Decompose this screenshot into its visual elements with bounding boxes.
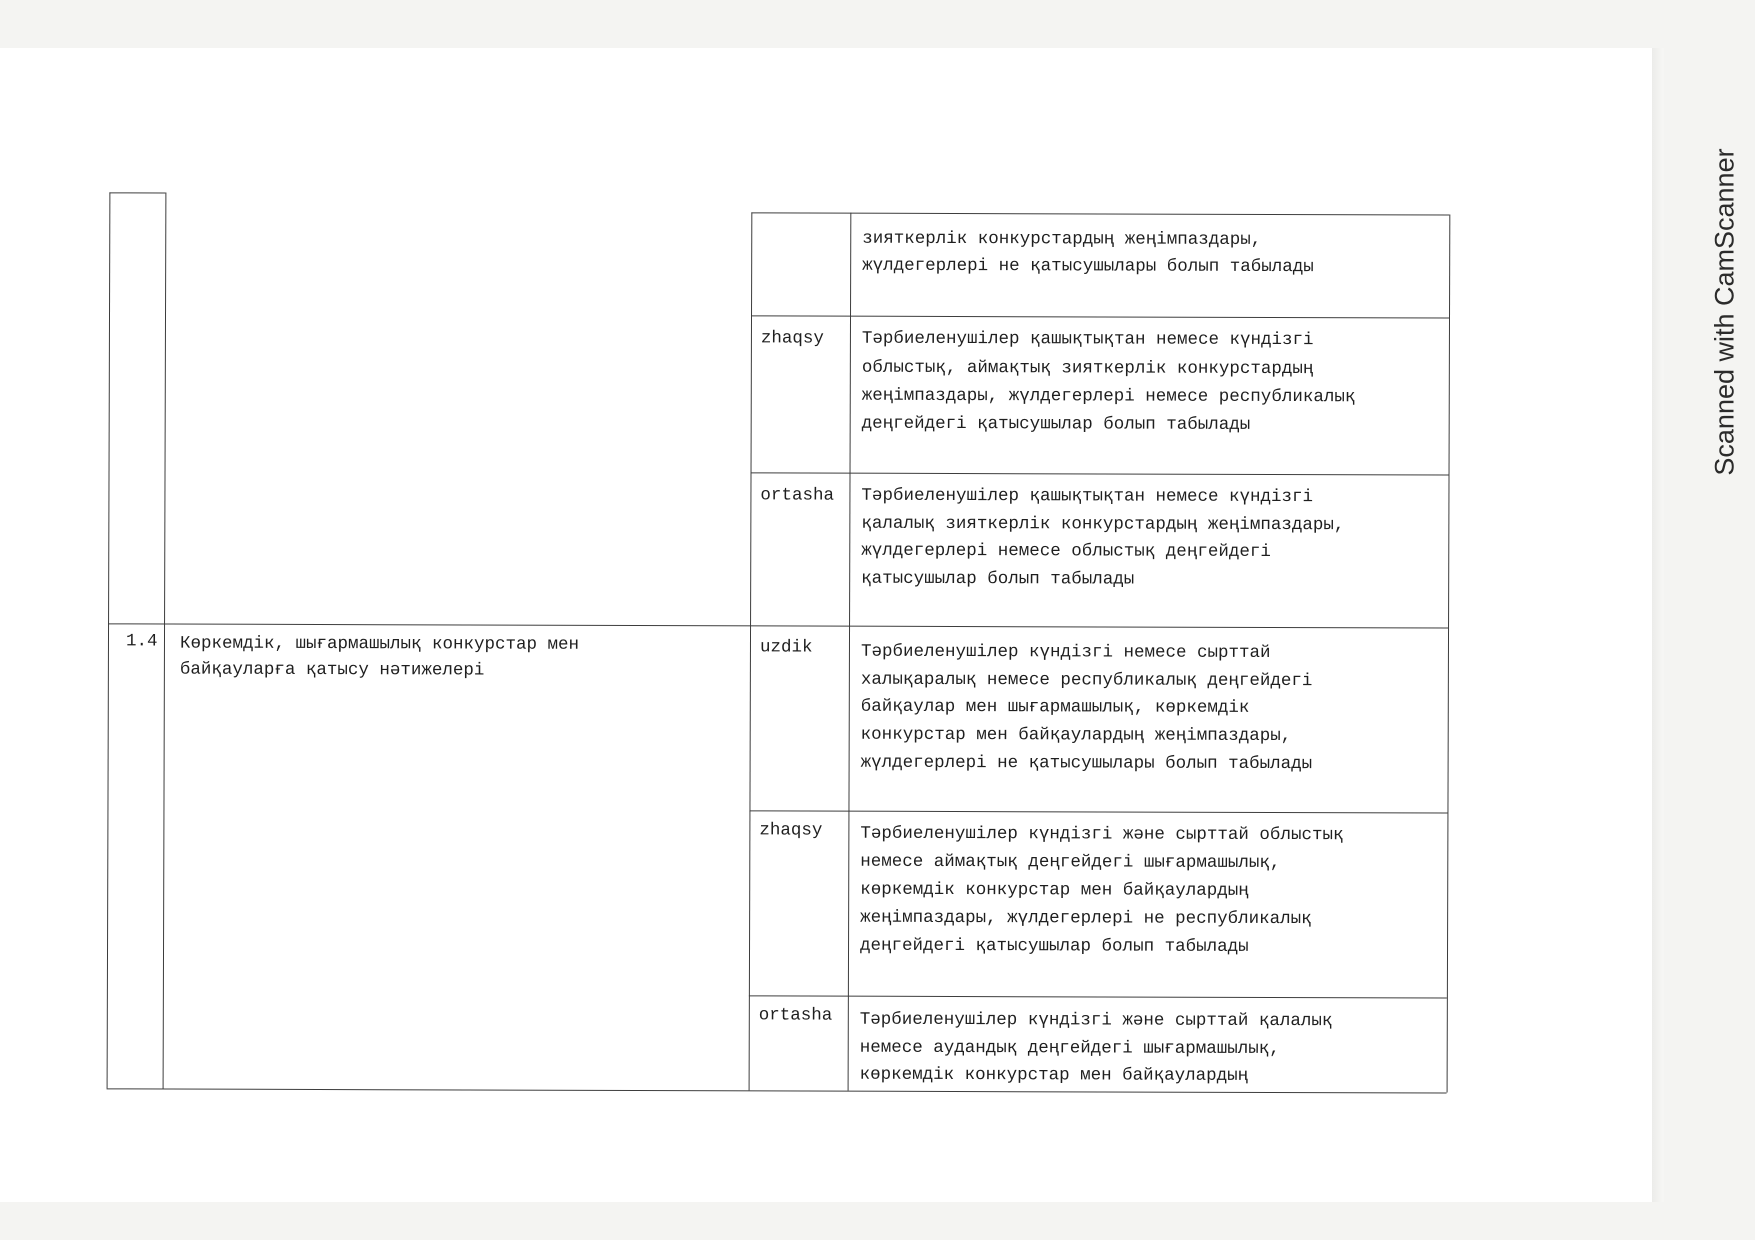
level-label: zhaqsy	[759, 820, 823, 841]
description-line: деңгейдегі қатысушылар болып табылады	[860, 935, 1249, 957]
row-divider-3	[108, 623, 1448, 629]
column-divider-number	[163, 193, 167, 1089]
description-line: деңгейдегі қатысушылар болып табылады	[861, 413, 1251, 435]
description-line: немесе аймақтық деңгейдегі шығармашылық,	[860, 851, 1281, 874]
description-line: облыстық, аймақтық зияткерлік конкурстардың	[861, 357, 1314, 380]
description-line: қатысушылар болып табылады	[861, 568, 1135, 590]
level-label: ortasha	[758, 1005, 833, 1026]
criterion-number: 1.4	[125, 631, 158, 652]
column-divider-level	[848, 213, 852, 1091]
description-line: Тәрбиеленушілер қашықтықтан немесе күндізгі	[861, 485, 1314, 508]
description-line: Тәрбиеленушілер күндізгі және сырттай облыстық	[860, 823, 1344, 846]
level-label: ortasha	[760, 485, 834, 506]
paper-edge	[1652, 48, 1664, 1202]
description-line: жүлдегерлері немесе облыстық деңгейдегі	[861, 540, 1271, 562]
level-label: uzdik	[759, 637, 813, 658]
description-line: жеңімпаздары, жүлдегерлері не республикалық	[860, 907, 1312, 930]
criterion-title-line: байқауларға қатысу нәтижелері	[179, 659, 485, 681]
row-divider-2	[751, 472, 1449, 475]
description-line: қалалық зияткерлік конкурстардың жеңімпаздары,	[861, 513, 1345, 536]
camscanner-watermark: Scanned with CamScanner	[1709, 148, 1740, 476]
description-line: жүлдегерлері не қатысушылары болып табылады	[860, 752, 1313, 775]
table-border-right	[1447, 215, 1451, 1093]
description-line: Тәрбиеленушілер қашықтықтан немесе күндізгі	[861, 328, 1314, 351]
description-line: халықаралық немесе республикалық деңгейдегі	[860, 669, 1313, 692]
description-line: байқаулар мен шығармашылық, көркемдік	[860, 696, 1250, 718]
description-line: жеңімпаздары, жүлдегерлері немесе республикалық	[861, 385, 1356, 408]
table-border-left	[107, 192, 111, 1088]
description-line: зияткерлік конкурстардың жеңімпаздары,	[862, 228, 1262, 250]
description-line: көркемдік конкурстар мен байқаулардың	[859, 1064, 1249, 1086]
criterion-title-line: Көркемдік, шығармашылық конкурстар мен	[179, 633, 580, 655]
level-label: zhaqsy	[760, 328, 824, 349]
table-border-top-left	[109, 192, 165, 193]
description-line: Тәрбиеленушілер күндізгі немесе сырттай	[860, 641, 1271, 663]
row-divider-4	[749, 810, 1447, 813]
row-divider-5	[749, 995, 1447, 998]
column-divider-title	[749, 212, 753, 1090]
row-divider-1	[751, 315, 1449, 318]
description-line: Тәрбиеленушілер күндізгі және сырттай қалалық	[859, 1009, 1333, 1032]
description-line: жүлдегерлері не қатысушылары болып табылады	[862, 255, 1314, 278]
description-line: немесе аудандық деңгейдегі шығармашылық,	[859, 1037, 1280, 1060]
description-line: конкурстар мен байқаулардың жеңімпаздары,	[860, 724, 1292, 747]
table-border-top-right	[751, 212, 1449, 215]
description-line: көркемдік конкурстар мен байқаулардың	[860, 879, 1249, 901]
level-description	[0, 0, 1500, 278]
